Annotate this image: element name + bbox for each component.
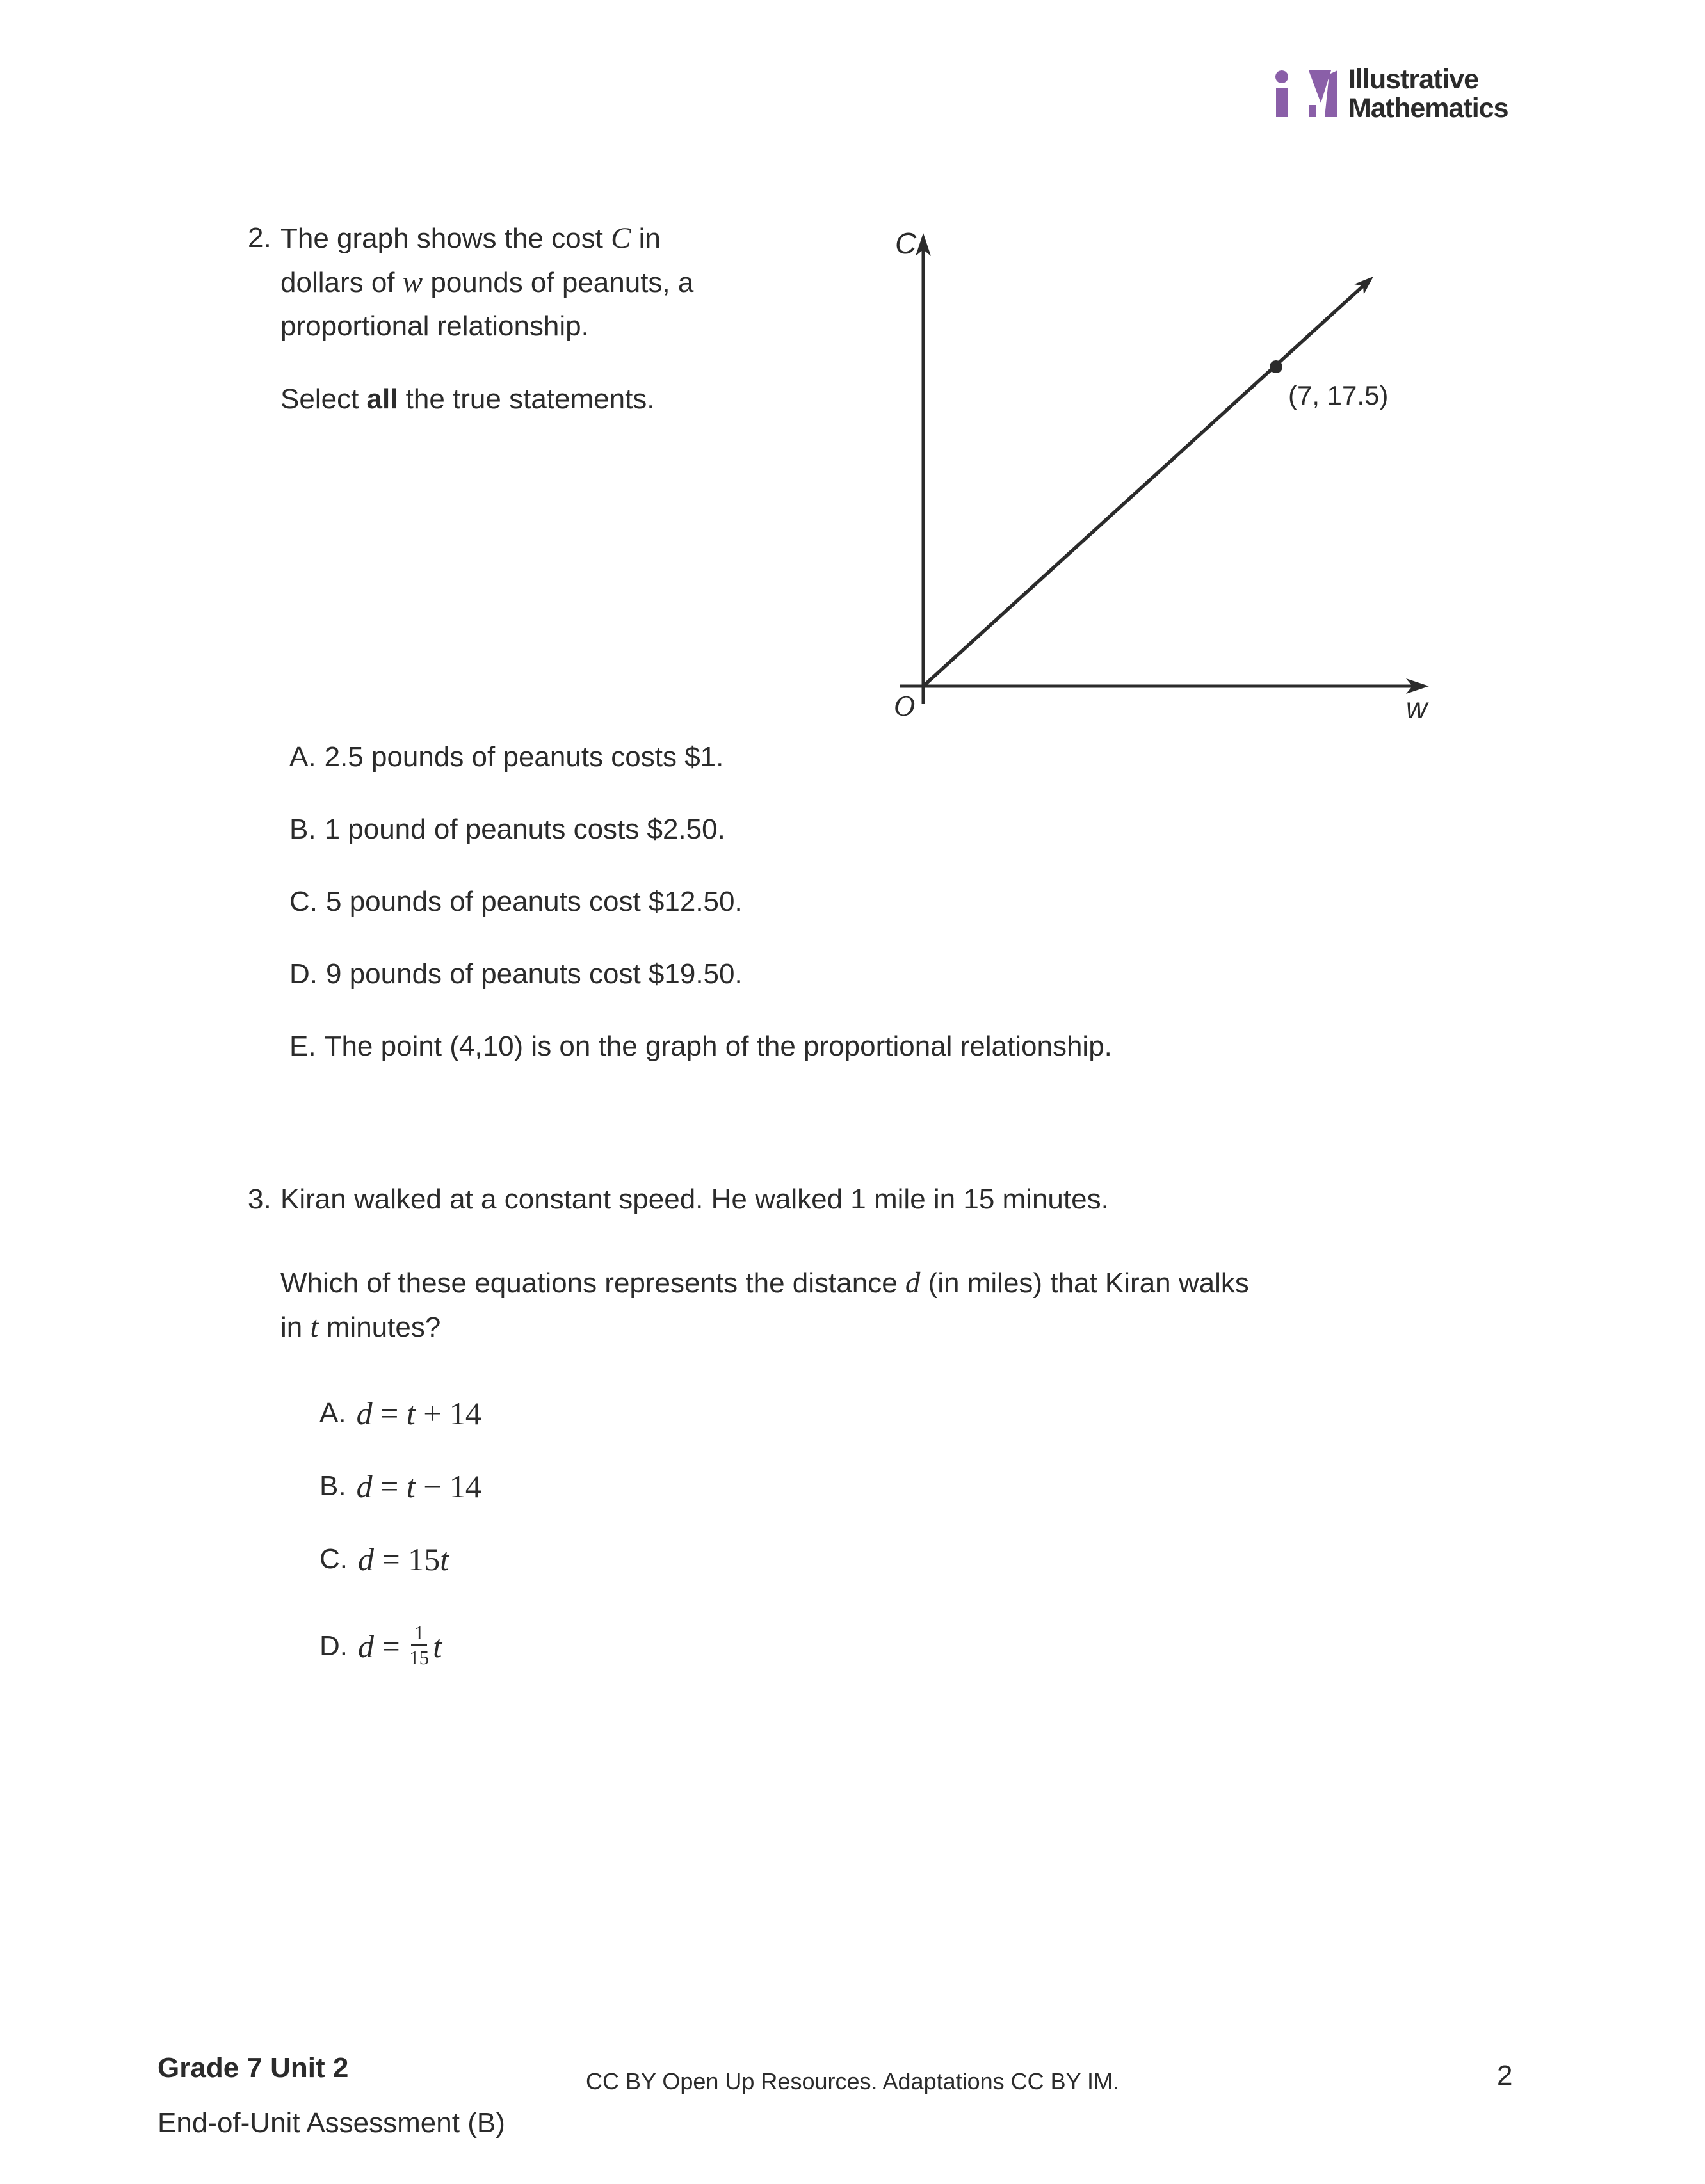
- prompt-text: in: [280, 1312, 311, 1343]
- footer-license: CC BY Open Up Resources. Adaptations CC BY IM.: [585, 2068, 1120, 2094]
- im-logo-text: [1348, 64, 1508, 123]
- prompt-text: (in miles) that Kiran walks: [920, 1267, 1249, 1299]
- equals: =: [374, 1628, 408, 1664]
- footer-page-number: 2: [1497, 2060, 1513, 2091]
- variable-d: d: [905, 1266, 921, 1299]
- choice-text: The point (4,10) is on the graph of the proportional relationship.: [324, 1031, 1112, 1062]
- answer-choice-e: [289, 1031, 1112, 1063]
- variable-d: d: [356, 1468, 373, 1504]
- question-3-statement: Kiran walked at a constant speed. He walked 1 mile in 15 minutes.: [280, 1184, 1109, 1215]
- logo-text-line1: Illustrative: [1348, 64, 1479, 95]
- variable-C: C: [611, 221, 631, 255]
- variable-t: t: [310, 1310, 319, 1344]
- equals-and-coefficient: = 15: [374, 1541, 440, 1577]
- choice-label: A.: [319, 1397, 346, 1429]
- footer-unit-title: Grade 7 Unit 2: [158, 2052, 349, 2084]
- equation: [358, 1541, 449, 1578]
- prompt-text: Which of these equations represents the distance: [280, 1267, 905, 1299]
- i-dot: [1275, 70, 1288, 83]
- select-all-bold: all: [366, 383, 398, 415]
- variable-t: t: [433, 1628, 442, 1664]
- answer-choice-c: [289, 886, 1112, 918]
- equation-choice-b: [319, 1468, 1368, 1504]
- point-label: (7, 17.5): [1288, 380, 1389, 410]
- question-2-prompt: [280, 216, 693, 421]
- constant: + 14: [415, 1395, 481, 1431]
- prompt-text: minutes?: [318, 1312, 441, 1343]
- choice-label: B.: [319, 1470, 346, 1502]
- logo-text-line2: Mathematics: [1348, 93, 1508, 124]
- variable-d: d: [358, 1541, 374, 1577]
- prompt-line-1: [280, 216, 693, 261]
- prompt-text: pounds of peanuts, a: [423, 267, 694, 298]
- equation-choice-d: [319, 1614, 1368, 1678]
- question-2: [248, 216, 773, 421]
- equals: =: [372, 1395, 407, 1431]
- variable-t: t: [406, 1395, 416, 1431]
- choice-label: C.: [289, 886, 318, 917]
- im-logo: [1274, 64, 1508, 123]
- choice-text: 2.5 pounds of peanuts costs $1.: [324, 741, 724, 773]
- graph-line: [923, 284, 1365, 686]
- question-3: [248, 1178, 1368, 1701]
- x-axis-label: w: [1406, 691, 1428, 725]
- m-left-leg: [1309, 105, 1316, 117]
- answer-choice-d: [289, 958, 1112, 990]
- question-3-choices: [319, 1395, 1368, 1678]
- choice-label: B.: [289, 814, 316, 845]
- variable-d: d: [356, 1395, 373, 1431]
- choice-text: 5 pounds of peanuts cost $12.50.: [326, 886, 743, 917]
- constant: − 14: [415, 1468, 481, 1504]
- i-stem: [1276, 88, 1288, 117]
- choice-label: A.: [289, 741, 316, 773]
- variable-d: d: [358, 1628, 374, 1664]
- choice-label: E.: [289, 1031, 316, 1062]
- question-2-number: 2.: [248, 222, 271, 253]
- select-text: the true statements.: [398, 383, 655, 415]
- fraction-denominator: 15: [409, 1646, 430, 1669]
- prompt-line-1: [280, 1261, 1368, 1305]
- equals: =: [372, 1468, 407, 1504]
- im-logo-mark: [1274, 64, 1338, 119]
- fraction-numerator: 1: [411, 1622, 428, 1646]
- choice-label: D.: [289, 958, 318, 990]
- footer-assessment-name: End-of-Unit Assessment (B): [158, 2107, 505, 2139]
- choice-text: 9 pounds of peanuts cost $19.50.: [326, 958, 743, 990]
- proportional-relationship-graph: [890, 211, 1466, 730]
- footer-left: [158, 2052, 505, 2139]
- prompt-text: dollars of: [280, 267, 403, 298]
- origin-label: O: [894, 689, 916, 722]
- select-text: Select: [280, 383, 367, 415]
- variable-w: w: [402, 266, 423, 299]
- equation: [357, 1395, 481, 1432]
- prompt-text: The graph shows the cost: [280, 223, 611, 254]
- equation: [358, 1623, 442, 1669]
- prompt-line-2: [280, 1305, 1368, 1349]
- prompt-text: in: [631, 223, 661, 254]
- equation-choice-a: [319, 1395, 1368, 1431]
- equation-choice-c: [319, 1541, 1368, 1577]
- prompt-line-2: [280, 261, 693, 305]
- question-3-prompt: [280, 1261, 1368, 1349]
- answer-choice-b: [289, 814, 1112, 846]
- equation: [357, 1468, 481, 1505]
- data-point: [1270, 360, 1282, 373]
- y-axis-label: C: [895, 227, 917, 260]
- answer-choice-a: [289, 741, 1112, 773]
- prompt-line-3: proportional relationship.: [280, 310, 589, 342]
- fraction: [409, 1622, 429, 1668]
- question-2-choices: [289, 741, 1112, 1103]
- choice-label: D.: [319, 1630, 348, 1662]
- variable-t: t: [440, 1541, 449, 1577]
- choice-label: C.: [319, 1543, 348, 1575]
- question-3-number: 3.: [248, 1184, 271, 1215]
- choice-text: 1 pound of peanuts costs $2.50.: [324, 814, 725, 845]
- variable-t: t: [406, 1468, 416, 1504]
- select-instruction: [280, 378, 693, 421]
